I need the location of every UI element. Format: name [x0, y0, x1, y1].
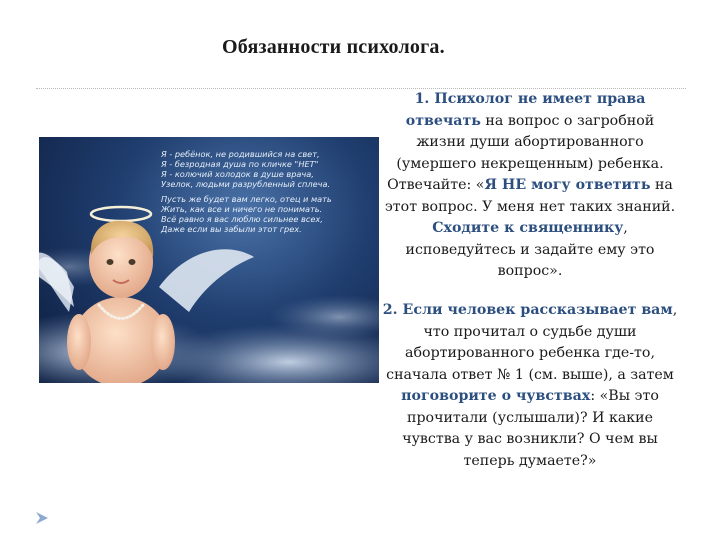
p2-highlight-feelings: поговорите о чувствах [401, 388, 591, 404]
paragraph-2 [380, 300, 680, 472]
poem-stanza-2: Пусть же будет вам легко, отец и мать Жить, как все и ничего не понимать. Всё равно я вас люблю сильнее всех, Даже если вы забыли этот грех. [161, 194, 332, 234]
p1-text-a: на вопрос о загробной жизни души абортированного (умершего некрещенным) ребенка. Отвечайте: « [387, 112, 664, 193]
paragraph-1 [380, 89, 680, 283]
p2-lead: 2. Если человек [382, 302, 521, 318]
p2-text-a: , что прочитал о судьбе души абортированного ребенка где-то, сначала ответ № 1 (см. выше), а затем [386, 302, 678, 383]
p1-highlight-priest: Сходите к священнику [432, 220, 624, 236]
p1-lead: 1. Психолог не имеет права [414, 91, 646, 107]
poem-stanza-1: Я - ребёнок, не родившийся на свет, Я - безродная душа по кличке "НЕТ" Я - колючий холодок в душе врача, Узелок, людьми разрубленный сплеча. [161, 149, 331, 189]
poem-text [161, 149, 376, 239]
p2-highlight-tells: рассказывает вам [520, 302, 673, 318]
p1-text-c: , исповедуйтесь и задайте ему это вопрос». [405, 220, 655, 279]
nav-arrow-icon[interactable] [34, 510, 50, 530]
angel-image [39, 137, 379, 383]
slide-title: Обязанности психолога. [222, 36, 445, 58]
p1-text-b: на этот вопрос. У меня нет таких знаний. [384, 177, 676, 215]
p1-highlight-cannot: Я НЕ могу ответить [484, 177, 651, 193]
p2-text-b: : «Вы это прочитали (услышали)? И какие чувства у вас возникли? О чем вы теперь думаете?» [402, 388, 659, 469]
p1-highlight-answer: отвечать [405, 112, 481, 129]
